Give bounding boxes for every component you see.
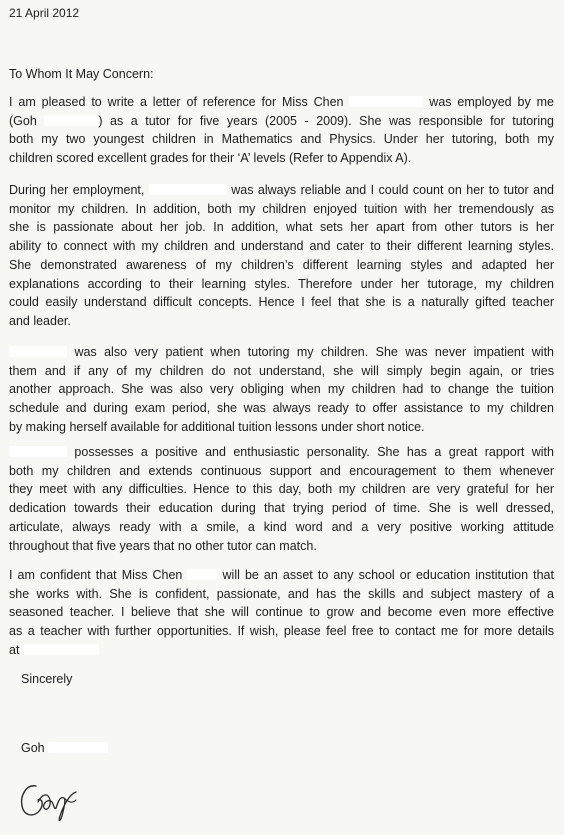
paragraph-line: and leader. xyxy=(9,313,71,328)
paragraph-3 xyxy=(9,343,554,437)
redacted-name xyxy=(44,115,98,126)
paragraph-line: children scored excellent grades for their ‘A’ levels (Refer to Appendix A). xyxy=(9,151,412,166)
paragraph-line: articulate, always ready with a smile, a kind word and a very positive working attitude xyxy=(9,519,554,534)
paragraph-line: them and if any of my children do not understand, she will simply begin again, or tries xyxy=(9,363,554,378)
paragraph-line: She demonstrated awareness of my children’s different learning styles and adapted her xyxy=(9,257,554,272)
paragraph-line: she is passionate about her job. In addition, what sets her apart from other tutors is her xyxy=(9,220,554,235)
paragraph-line: explanations according to their learning styles. Therefore under her tutorage, my children xyxy=(9,276,554,291)
paragraph-line: both my children and extends continuous support and encouragement to them whenever xyxy=(9,463,554,478)
handwritten-signature xyxy=(14,772,94,824)
paragraph-1 xyxy=(9,93,554,168)
paragraph-line: both my two youngest children in Mathematics and Physics. Under her tutoring, both my xyxy=(9,132,554,147)
paragraph-line: another approach. She was also very obliging when my children had to change the tuition xyxy=(9,382,554,397)
paragraph-line: dedication towards their education during that trying period of time. She is well dressed, xyxy=(9,501,554,516)
paragraph-line: ability to connect with my children and understand and cater to their different learning styles. xyxy=(9,239,554,254)
paragraph-line: During her employment, was always reliable and I could count on her to tutor and xyxy=(9,183,554,197)
redacted-name xyxy=(187,569,217,580)
paragraph-line: could easily understand difficult concepts. Hence I feel that she is a naturally gifted teacher xyxy=(9,295,554,310)
redacted-name xyxy=(9,446,67,457)
paragraph-line: possesses a positive and enthusiastic personality. She has a great rapport with xyxy=(9,443,554,462)
redacted-name xyxy=(9,346,67,357)
letter-date: 21 April 2012 xyxy=(9,6,80,20)
redacted-phone xyxy=(23,644,99,655)
redacted-name xyxy=(349,96,423,107)
paragraph-line: was also very patient when tutoring my children. She was never impatient with xyxy=(9,343,554,362)
redacted-name xyxy=(149,184,227,195)
salutation: To Whom It May Concern: xyxy=(9,67,154,81)
paragraph-line: I am confident that Miss Chen will be an asset to any school or education institution that xyxy=(9,568,554,582)
paragraph-line: she works with. She is confident, passionate, and has the skills and subject mastery of a xyxy=(9,586,554,601)
closing: Sincerely xyxy=(21,672,73,686)
sender-name: Goh xyxy=(21,741,108,755)
paragraph-line: at xyxy=(9,641,554,660)
paragraph-2 xyxy=(9,181,554,331)
paragraph-line: schedule and during exam period, she was always ready to offer assistance to my children xyxy=(9,401,554,416)
paragraph-4 xyxy=(9,443,554,555)
paragraph-line: they meet with any difficulties. Hence to this day, both my children are very grateful for her xyxy=(9,482,554,497)
redacted-name xyxy=(48,742,108,753)
paragraph-line: seasoned teacher. I believe that she will continue to grow and become even more effective xyxy=(9,605,554,620)
paragraph-line: monitor my children. In addition, both my children enjoyed tuition with her tremendously as xyxy=(9,201,554,216)
paragraph-line: throughout that five years that no other tutor can match. xyxy=(9,538,317,553)
paragraph-line: as a teacher with further opportunities. If wish, please feel free to contact me for more details xyxy=(9,624,554,639)
paragraph-line: (Goh ) as a tutor for five years (2005 - 2009). She was responsible for tutoring xyxy=(9,113,554,128)
paragraph-line: I am pleased to write a letter of reference for Miss Chen was employed by me xyxy=(9,95,554,109)
paragraph-line: by making herself available for additional tuition lessons under short notice. xyxy=(9,419,425,434)
paragraph-5 xyxy=(9,566,554,660)
